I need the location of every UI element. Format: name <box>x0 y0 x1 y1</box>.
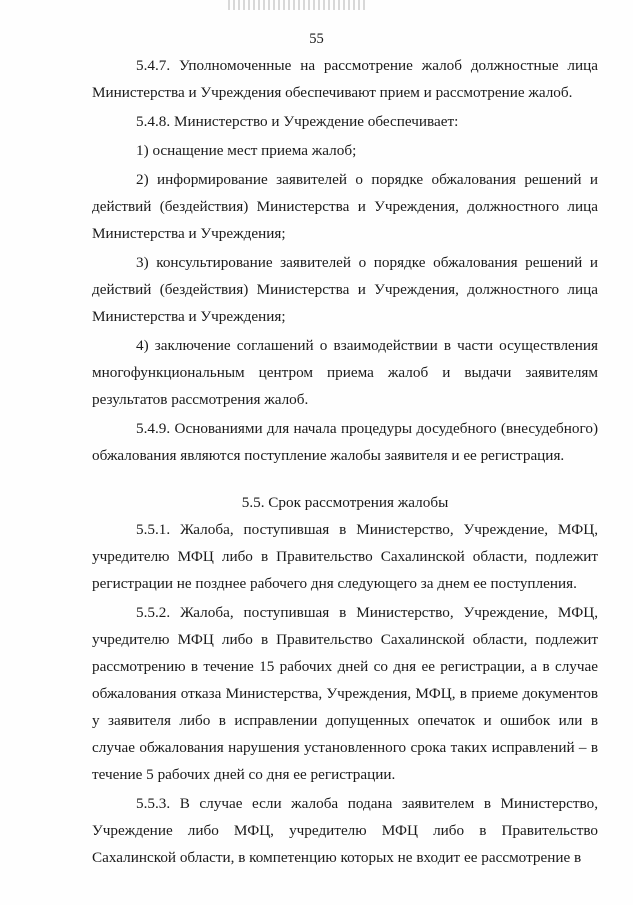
list-item-2: 2) информирование заявителей о порядке обжалования решений и действий (бездействия) Министерства и Учреждения, должностного лица Министерства и Учреждения; <box>92 171 598 242</box>
paragraph-5-5-3: 5.5.3. В случае если жалоба подана заявителем в Министерство, Учреждение либо МФЦ, учредителю МФЦ либо в Правительство Сахалинской области, в компетенцию которых не входит ее рассмотрение в <box>92 795 598 866</box>
list-item-4: 4) заключение соглашений о взаимодействии в части осуществления многофункциональным центром приема жалоб и выдачи заявителям результатов рассмотрения жалоб. <box>92 337 598 408</box>
page-number: 55 <box>309 31 324 47</box>
paragraph-5-5-1: 5.5.1. Жалоба, поступившая в Министерство, Учреждение, МФЦ, учредителю МФЦ либо в Правительство Сахалинской области, подлежит регистрации не позднее рабочего дня следующего за днем ее поступления. <box>92 521 598 592</box>
scan-artifact <box>228 0 368 10</box>
paragraph-5-5-2: 5.5.2. Жалоба, поступившая в Министерство, Учреждение, МФЦ, учредителю МФЦ либо в Правительство Сахалинской области, подлежит рассмотрению в течение 15 рабочих дней со дня ее регистрации, а в случае обжалования отказа Министерства, Учреждения, МФЦ, в приеме документов у заявителя либо в исправлении допущенных опечаток и ошибок или в случае обжалования нарушения установленного срока таких исправлений – в течение 5 рабочих дней со дня ее регистрации. <box>92 604 598 783</box>
paragraph-5-4-9: 5.4.9. Основаниями для начала процедуры досудебного (внесудебного) обжалования являются поступление жалобы заявителя и ее регистрация. <box>92 420 598 464</box>
list-item-1: 1) оснащение мест приема жалоб; <box>136 142 357 159</box>
section-heading: 5.5. Срок рассмотрения жалобы <box>241 494 449 511</box>
document-body <box>92 52 598 873</box>
paragraph-5-4-7: 5.4.7. Уполномоченные на рассмотрение жалоб должностные лица Министерства и Учреждения обеспечивают прием и рассмотрение жалоб. <box>92 57 598 101</box>
paragraph-5-4-8: 5.4.8. Министерство и Учреждение обеспечивает: <box>136 113 459 130</box>
list-item-3: 3) консультирование заявителей о порядке обжалования решений и действий (бездействия) Министерства и Учреждения, должностного лица Министерства и Учреждения; <box>92 254 598 325</box>
